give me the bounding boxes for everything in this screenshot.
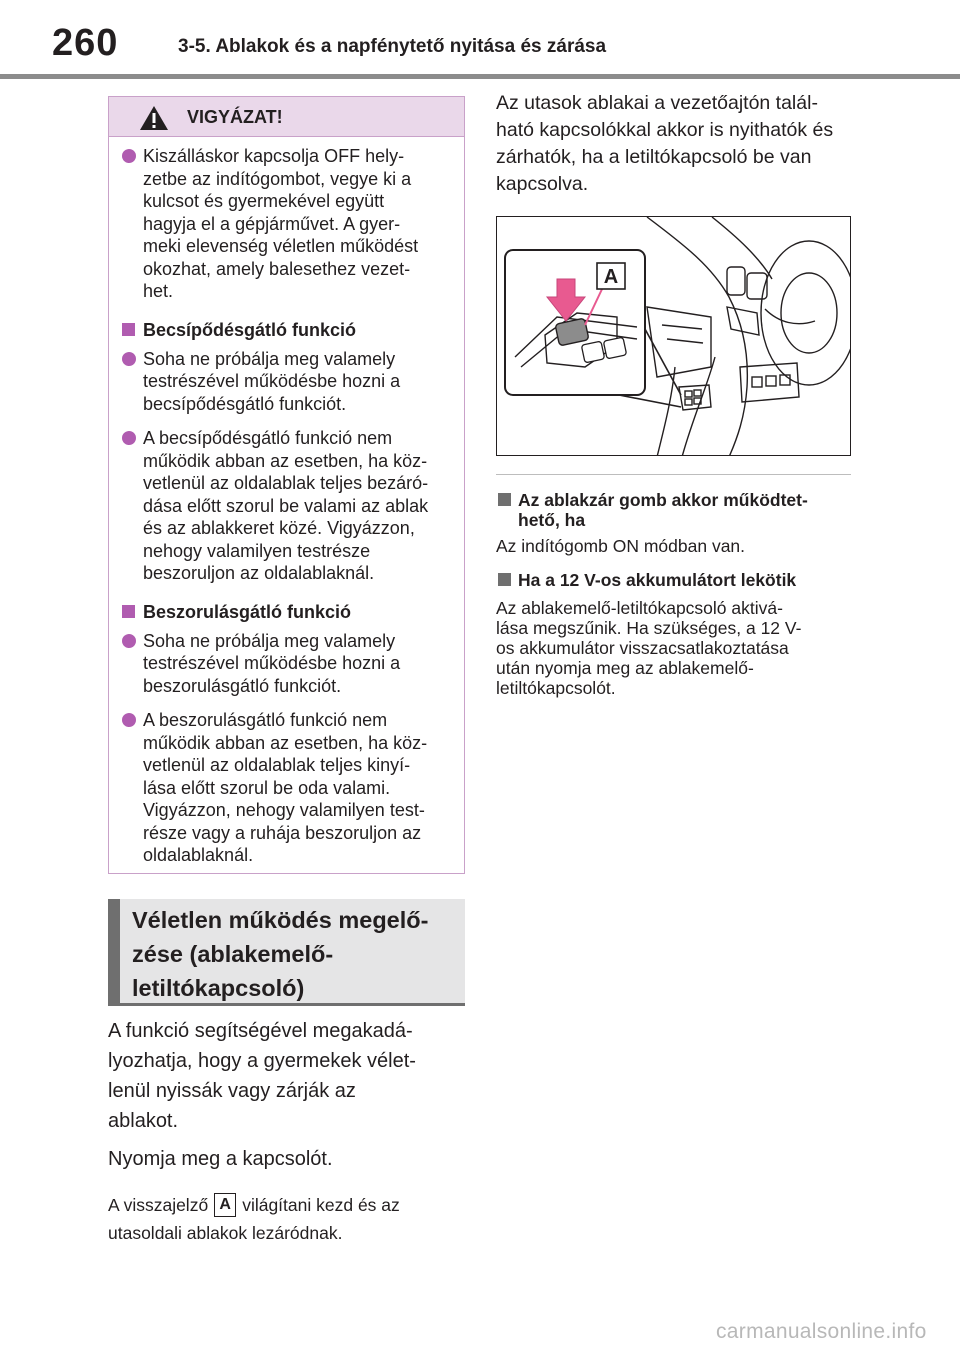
right-paragraph: Az utasok ablakai a vezetőajtón talál- ható kapcsolókkal akkor is nyithatók és zárhatók, ha a letiltókapcsoló be van kapcsolva. — [496, 92, 834, 195]
right-body: Az ablakemelő-letiltókapcsoló aktivá- lása megszűnik. Ha szükséges, a 12 V- os akkumulátor visszacsatlakoztatása után nyomja meg az ablakemelő- letiltókapcsolót. — [496, 598, 802, 698]
section-heading-box — [108, 899, 465, 1006]
warning-bullet: Soha ne próbálja meg valamely testrészével működésbe hozni a beszorulásgátló funkciót. — [119, 630, 454, 698]
right-subheading: Ha a 12 V-os akkumulátort lekötik — [496, 570, 856, 590]
warning-box — [108, 96, 465, 874]
warning-subheading: Beszorulásgátló funkció — [119, 601, 454, 623]
indicator-note-line: utasoldali ablakok lezáródnak. — [108, 1223, 343, 1243]
header-rule — [0, 74, 960, 79]
note-text: A visszajelző — [108, 1195, 209, 1215]
window-lock-switch-figure — [496, 216, 851, 456]
label-a-badge: A — [214, 1193, 236, 1217]
indicator-note — [108, 1190, 468, 1220]
section-title: Véletlen működés megelő- zése (ablakemelő- letiltókapcsoló) — [132, 907, 429, 1001]
watermark-text: carmanualsonline.info — [716, 1320, 927, 1343]
left-paragraph: Nyomja meg a kapcsolót. — [108, 1148, 333, 1170]
warning-subheading: Becsípődésgátló funkció — [119, 319, 454, 341]
warning-body — [109, 145, 464, 867]
chapter-title: 3-5. Ablakok és a napfénytető nyitása és zárása — [178, 36, 607, 57]
warning-title: VIGYÁZAT! — [187, 107, 283, 127]
figure-rule — [496, 474, 851, 475]
left-paragraph: A funkció segítségével megakadá- lyozhatja, hogy a gyermekek vélet- lenül nyissák vagy zárják az ablakot. — [108, 1020, 416, 1132]
warning-bullet: Soha ne próbálja meg valamely testrészével működésbe hozni a becsípődésgátló funkciót. — [119, 348, 454, 416]
warning-bullet: A beszorulásgátló funkció nem működik abban az esetben, ha köz- vetlenül az oldalablak teljes kinyí- lása előtt szorul be oda valami. Vigyázzon, nehogy valamilyen test- része vagy a ruhája beszoruljon az oldalablaknál. — [119, 709, 454, 867]
right-subheading: Az ablakzár gomb akkor működtet- hető, ha — [496, 490, 856, 530]
warning-bullet: A becsípődésgátló funkció nem működik abban az esetben, ha köz- vetlenül az oldalablak teljes bezáró- dása előtt szorul be valami az ablak és az ablakkeret közé. Vigyázzon, nehogy valamilyen testrésze beszoruljon az oldalablaknál. — [119, 427, 454, 585]
figure-label-a: A — [603, 266, 619, 288]
warning-triangle-icon — [139, 105, 169, 131]
warning-header — [109, 97, 464, 137]
right-body: Az indítógomb ON módban van. — [496, 536, 746, 556]
page-header — [0, 0, 960, 80]
note-text: világítani kezd és az — [242, 1195, 400, 1215]
warning-bullet: Kiszálláskor kapcsolja OFF hely- zetbe az indítógombot, vegye ki a kulcsot és gyermekével együtt hagyja el a gépjárművet. A gyer- meki elevenség véletlen működést okozhat, amely balesethez vezet- het. — [119, 145, 454, 303]
page-number: 260 — [52, 22, 119, 64]
door-switch-illustration — [497, 217, 851, 456]
